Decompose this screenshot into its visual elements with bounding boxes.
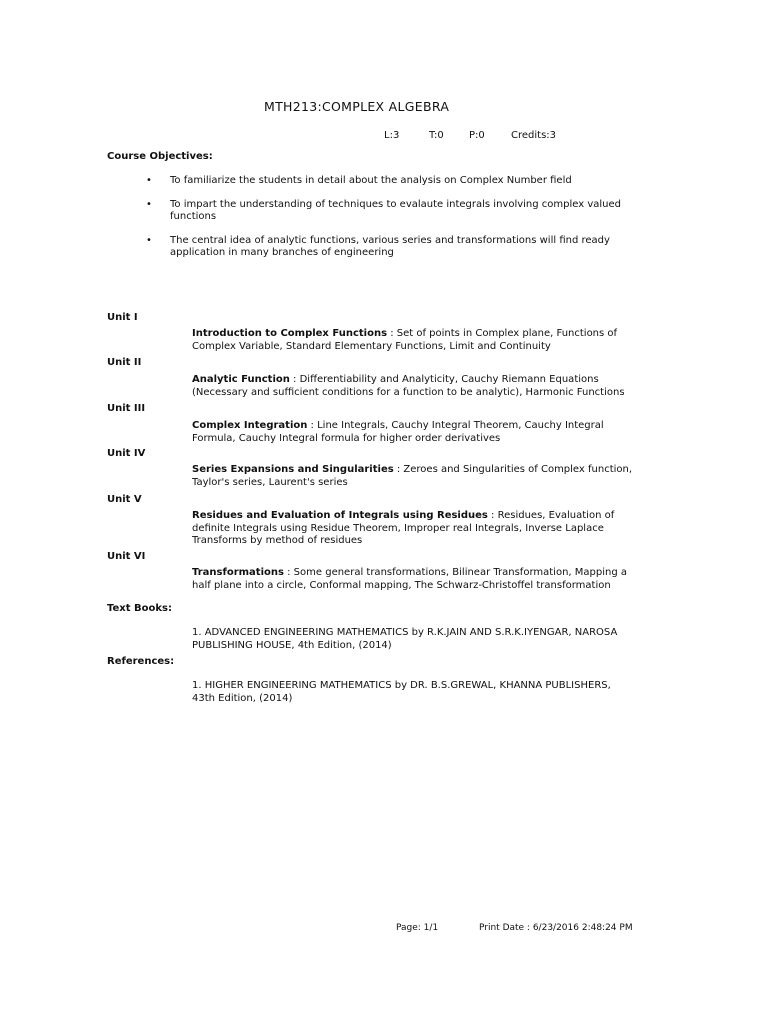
objectives-heading: Course Objectives: xyxy=(107,151,213,162)
unit-text-6: : Some general transformations, Bilinear Transformation, Mapping a half plane into a circle, Conformal mapping, The Schwarz-Christoffel transformation xyxy=(192,567,627,591)
unit-topic-1: Introduction to Complex Functions xyxy=(192,328,388,339)
references-heading: References: xyxy=(107,656,175,667)
unit-description-4 xyxy=(192,464,644,489)
page-footer xyxy=(396,922,633,935)
unit-text-1: : Set of points in Complex plane, Functions of Complex Variable, Standard Elementary Functions, Limit and Continuity xyxy=(192,328,618,352)
objective-text: To impart the understanding of techniques to evalaute integrals involving complex valued functions xyxy=(170,198,622,222)
unit-text-5: : Residues, Evaluation of definite Integrals using Residue Theorem, Improper real Integrals, Inverse Laplace Transforms by method of residues xyxy=(192,510,615,546)
unit-description-1 xyxy=(192,328,644,353)
objective-item xyxy=(146,175,646,188)
bullet-icon: • xyxy=(146,198,152,210)
unit-text-2: : Differentiability and Analyticity, Cauchy Riemann Equations (Necessary and sufficient conditions for a function to be analytic), Harmonic Functions xyxy=(192,374,625,398)
unit-description-5 xyxy=(192,510,644,548)
unit-text-4: : Zeroes and Singularities of Complex function, Taylor's series, Laurent's series xyxy=(192,464,633,488)
unit-label-1: Unit I xyxy=(107,312,138,323)
unit-description-6 xyxy=(192,567,644,592)
unit-topic-3: Complex Integration xyxy=(192,420,308,431)
objectives-list xyxy=(146,175,646,271)
unit-description-3 xyxy=(192,420,644,445)
objective-text: The central idea of analytic functions, various series and transformations will find ready application in many branches of engineering xyxy=(170,234,610,258)
bullet-icon: • xyxy=(146,175,152,186)
unit-text-3: : Line Integrals, Cauchy Integral Theorem, Cauchy Integral Formula, Cauchy Integral formula for higher order derivatives xyxy=(192,420,604,444)
unit-topic-4: Series Expansions and Singularities xyxy=(192,464,394,475)
print-date: Print Date : 6/23/2016 2:48:24 PM xyxy=(479,923,633,933)
text-book-item: 1. ADVANCED ENGINEERING MATHEMATICS by R.K.JAIN AND S.R.K.IYENGAR, NAROSA PUBLISHING HOUSE, 4th Edition, (2014) xyxy=(192,627,618,651)
credits: Credits:3 xyxy=(511,130,557,141)
practical-hours: P:0 xyxy=(469,130,485,141)
unit-label-5: Unit V xyxy=(107,494,142,505)
objective-text: To familiarize the students in detail about the analysis on Complex Number field xyxy=(170,175,572,186)
page-title: MTH213:COMPLEX ALGEBRA xyxy=(264,99,450,114)
unit-topic-2: Analytic Function xyxy=(192,374,290,385)
page-number: Page: 1/1 xyxy=(396,923,439,933)
tutorial-hours: T:0 xyxy=(429,130,444,141)
unit-topic-5: Residues and Evaluation of Integrals using Residues xyxy=(192,510,488,521)
objective-item xyxy=(146,235,646,260)
reference-item: 1. HIGHER ENGINEERING MATHEMATICS by DR. B.S.GREWAL, KHANNA PUBLISHERS, 43th Edition, (2014) xyxy=(192,680,611,704)
unit-topic-6: Transformations xyxy=(192,567,284,578)
unit-label-6: Unit VI xyxy=(107,551,146,562)
ltpc-row xyxy=(384,130,556,143)
unit-label-2: Unit II xyxy=(107,357,142,368)
unit-description-2 xyxy=(192,374,644,399)
unit-label-3: Unit III xyxy=(107,403,146,414)
objective-item xyxy=(146,199,646,224)
text-books-heading: Text Books: xyxy=(107,603,172,614)
bullet-icon: • xyxy=(146,234,152,246)
unit-label-4: Unit IV xyxy=(107,448,146,459)
lecture-hours: L:3 xyxy=(384,130,400,141)
